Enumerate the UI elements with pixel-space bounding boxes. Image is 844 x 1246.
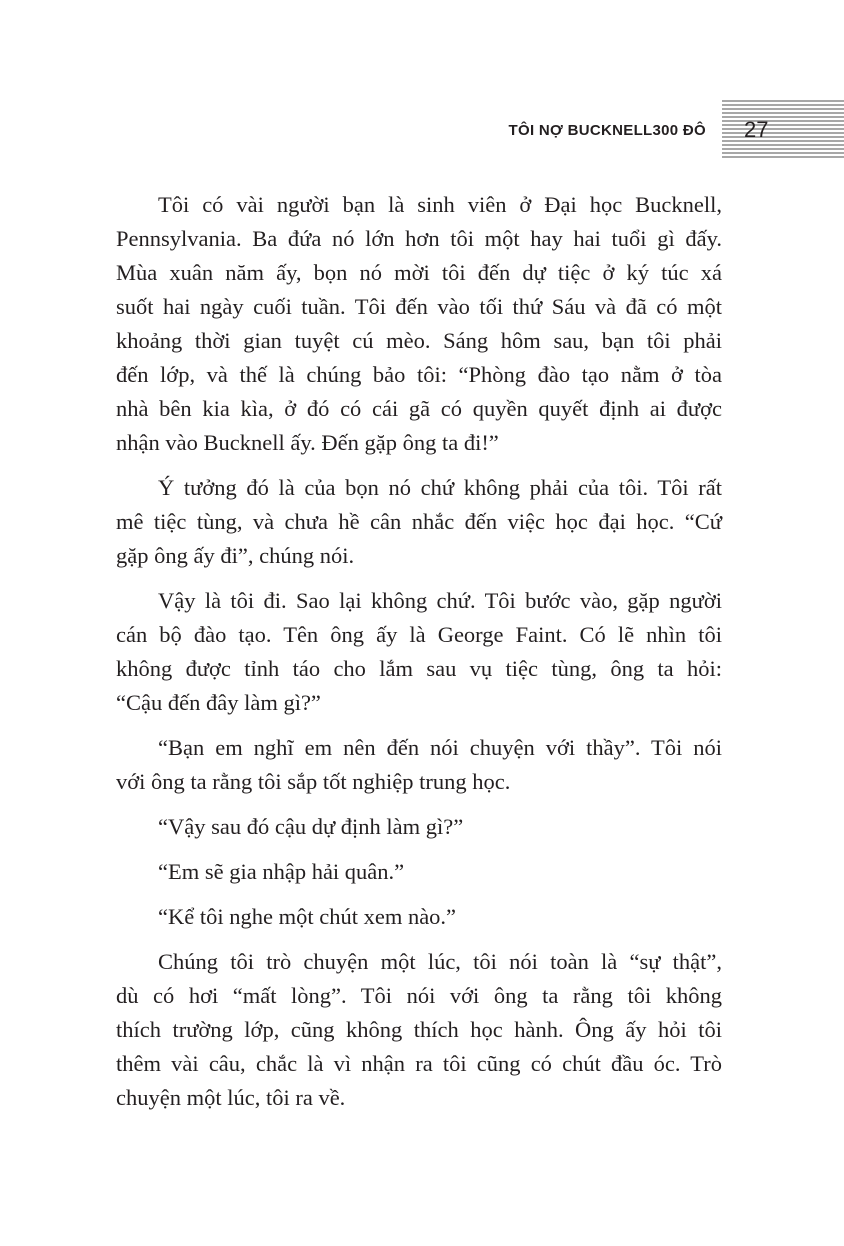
text-line: nhận vào Bucknell ấy. Đến gặp ông ta đi!” xyxy=(116,430,499,455)
text-line: với ông ta rằng tôi sắp tốt nghiệp trung học. xyxy=(116,769,511,794)
text-line: “Kể tôi nghe một chút xem nào.” xyxy=(158,904,457,929)
paragraph xyxy=(116,471,722,573)
text-line: không được tỉnh táo cho lắm sau vụ tiệc tùng, ông ta hỏi: xyxy=(116,656,722,681)
text-line: đến lớp, và thế là chúng bảo tôi: “Phòng đào tạo nằm ở tòa xyxy=(116,362,722,387)
text-line: gặp ông ấy đi”, chúng nói. xyxy=(116,543,355,568)
header-stripes-decoration xyxy=(722,100,844,160)
paragraph xyxy=(116,188,722,460)
text-line: chuyện một lúc, tôi ra về. xyxy=(116,1085,346,1110)
text-line: thích trường lớp, cũng không thích học hành. Ông ấy hỏi tôi xyxy=(116,1017,722,1042)
text-line: cán bộ đào tạo. Tên ông ấy là George Faint. Có lẽ nhìn tôi xyxy=(116,622,722,647)
paragraph xyxy=(116,810,722,844)
text-line: nhà bên kia kìa, ở đó có cái gã có quyền quyết định ai được xyxy=(116,396,722,421)
paragraph xyxy=(116,900,722,934)
text-line: Tôi có vài người bạn là sinh viên ở Đại học Bucknell, xyxy=(158,192,722,217)
text-line: suốt hai ngày cuối tuần. Tôi đến vào tối thứ Sáu và đã có một xyxy=(116,294,722,319)
paragraph xyxy=(116,731,722,799)
text-line: Ý tưởng đó là của bọn nó chứ không phải của tôi. Tôi rất xyxy=(158,475,722,500)
text-line: “Em sẽ gia nhập hải quân.” xyxy=(158,859,405,884)
text-line: thêm vài câu, chắc là vì nhận ra tôi cũng có chút đầu óc. Trò xyxy=(116,1051,722,1076)
running-header-title: TÔI NỢ BUCKNELL300 ĐÔ xyxy=(508,122,706,139)
text-line: khoảng thời gian tuyệt cú mèo. Sáng hôm sau, bạn tôi phải xyxy=(116,328,722,353)
text-line: “Cậu đến đây làm gì?” xyxy=(116,690,321,715)
paragraph xyxy=(116,855,722,889)
paragraph xyxy=(116,945,722,1115)
text-line: Vậy là tôi đi. Sao lại không chứ. Tôi bước vào, gặp người xyxy=(158,588,722,613)
text-line: mê tiệc tùng, và chưa hề cân nhắc đến việc học đại học. “Cứ xyxy=(116,509,722,534)
body-text xyxy=(116,188,722,1126)
paragraph xyxy=(116,584,722,720)
text-line: dù có hơi “mất lòng”. Tôi nói với ông ta rằng tôi không xyxy=(116,983,722,1008)
text-line: “Bạn em nghĩ em nên đến nói chuyện với thầy”. Tôi nói xyxy=(158,735,722,760)
text-line: Mùa xuân năm ấy, bọn nó mời tôi đến dự tiệc ở ký túc xá xyxy=(116,260,722,285)
text-line: “Vậy sau đó cậu dự định làm gì?” xyxy=(158,814,464,839)
page-number: 27 xyxy=(744,117,769,142)
text-line: Chúng tôi trò chuyện một lúc, tôi nói toàn là “sự thật”, xyxy=(158,949,722,974)
text-line: Pennsylvania. Ba đứa nó lớn hơn tôi một hay hai tuổi gì đấy. xyxy=(116,226,722,251)
